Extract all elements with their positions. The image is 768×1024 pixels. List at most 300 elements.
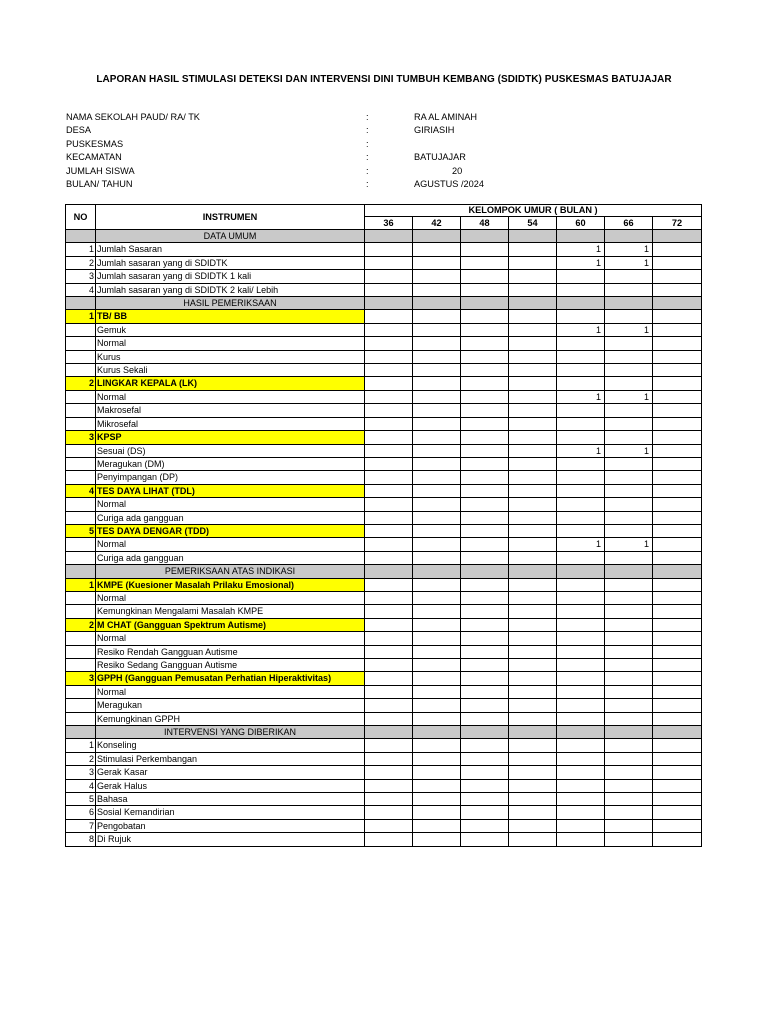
row-number <box>66 404 96 417</box>
value-cell <box>605 310 653 323</box>
value-cell <box>413 310 461 323</box>
row-number <box>66 605 96 618</box>
value-cell <box>509 672 557 685</box>
band-cell <box>365 297 413 310</box>
table-row <box>66 417 702 430</box>
value-cell <box>557 591 605 604</box>
band-cell <box>461 565 509 578</box>
value-cell <box>413 511 461 524</box>
value-cell <box>365 431 413 444</box>
band-cell <box>461 297 509 310</box>
value-cell <box>653 350 702 363</box>
value-cell <box>653 323 702 336</box>
row-label: Sesuai (DS) <box>96 444 365 457</box>
value-cell <box>461 645 509 658</box>
row-label: Mikrosefal <box>96 417 365 430</box>
value-cell <box>557 605 605 618</box>
info-label: NAMA SEKOLAH PAUD/ RA/ TK <box>66 112 200 122</box>
row-label: Kemungkinan Mengalami Masalah KMPE <box>96 605 365 618</box>
value-cell <box>509 752 557 765</box>
info-value: 20 <box>452 165 463 176</box>
value-cell <box>413 471 461 484</box>
value-cell <box>413 457 461 470</box>
section-band-label: PEMERIKSAAN ATAS INDIKASI <box>96 565 365 578</box>
value-cell <box>365 524 413 537</box>
row-number <box>66 471 96 484</box>
value-cell <box>557 699 605 712</box>
value-cell <box>461 337 509 350</box>
value-cell <box>509 578 557 591</box>
value-cell <box>557 524 605 537</box>
table-row <box>66 793 702 806</box>
value-cell <box>653 377 702 390</box>
value-cell <box>653 605 702 618</box>
table-row <box>66 243 702 256</box>
value-cell <box>509 685 557 698</box>
row-label: Bahasa <box>96 793 365 806</box>
col-header-age: 48 <box>461 217 509 230</box>
info-row <box>66 165 706 178</box>
value-cell <box>605 484 653 497</box>
value-cell <box>557 833 605 846</box>
value-cell <box>365 283 413 296</box>
value-cell <box>653 685 702 698</box>
table-row <box>66 337 702 350</box>
table-row <box>66 685 702 698</box>
value-cell <box>365 699 413 712</box>
info-label: BULAN/ TAHUN <box>66 178 133 189</box>
value-cell <box>653 484 702 497</box>
value-cell <box>461 471 509 484</box>
value-cell <box>509 364 557 377</box>
category-label: TES DAYA LIHAT (TDL) <box>96 484 365 497</box>
row-label: Jumlah sasaran yang di SDIDTK <box>96 256 365 269</box>
table-row <box>66 551 702 564</box>
value-cell: 1 <box>605 538 653 551</box>
table-row <box>66 323 702 336</box>
row-label: Normal <box>96 632 365 645</box>
value-cell <box>605 712 653 725</box>
value-cell <box>365 511 413 524</box>
value-cell <box>365 685 413 698</box>
value-cell <box>365 659 413 672</box>
row-label: Konseling <box>96 739 365 752</box>
band-cell <box>413 565 461 578</box>
value-cell <box>557 766 605 779</box>
value-cell <box>509 350 557 363</box>
value-cell <box>605 766 653 779</box>
value-cell <box>653 256 702 269</box>
table-row <box>66 256 702 269</box>
table-row <box>66 739 702 752</box>
table-row <box>66 471 702 484</box>
value-cell <box>461 712 509 725</box>
value-cell <box>605 806 653 819</box>
band-no-cell <box>66 297 96 310</box>
row-number <box>66 417 96 430</box>
row-label: Normal <box>96 390 365 403</box>
value-cell <box>365 404 413 417</box>
row-label: Di Rujuk <box>96 833 365 846</box>
value-cell <box>413 618 461 631</box>
value-cell <box>509 632 557 645</box>
info-value: BATUJAJAR <box>414 152 466 163</box>
info-value: AGUSTUS /2024 <box>414 178 484 189</box>
table-row <box>66 779 702 792</box>
row-label: Normal <box>96 337 365 350</box>
value-cell <box>653 819 702 832</box>
value-cell <box>605 819 653 832</box>
col-header-age: 66 <box>605 217 653 230</box>
value-cell <box>365 551 413 564</box>
info-row <box>66 111 706 124</box>
info-colon: : <box>366 112 369 122</box>
value-cell <box>557 498 605 511</box>
info-colon: : <box>366 152 369 163</box>
row-label: Kemungkinan GPPH <box>96 712 365 725</box>
band-cell <box>413 230 461 243</box>
value-cell <box>509 618 557 631</box>
value-cell <box>365 323 413 336</box>
value-cell <box>461 431 509 444</box>
value-cell <box>461 578 509 591</box>
value-cell <box>653 712 702 725</box>
table-row <box>66 645 702 658</box>
value-cell <box>413 699 461 712</box>
value-cell <box>509 766 557 779</box>
value-cell <box>557 310 605 323</box>
value-cell <box>365 645 413 658</box>
category-label: TB/ BB <box>96 310 365 323</box>
value-cell <box>461 364 509 377</box>
value-cell <box>653 806 702 819</box>
value-cell <box>509 551 557 564</box>
report-table <box>65 204 702 847</box>
value-cell <box>365 457 413 470</box>
value-cell <box>653 431 702 444</box>
value-cell <box>605 524 653 537</box>
row-number: 4 <box>66 283 96 296</box>
table-row <box>66 390 702 403</box>
info-label: DESA <box>66 125 92 136</box>
category-label: LINGKAR KEPALA (LK) <box>96 377 365 390</box>
value-cell <box>653 498 702 511</box>
page-title: LAPORAN HASIL STIMULASI DETEKSI DAN INTERVENSI DINI TUMBUH KEMBANG (SDIDTK) PUSKESMAS BATUJAJAR <box>96 74 672 85</box>
value-cell <box>461 699 509 712</box>
value-cell <box>605 739 653 752</box>
value-cell <box>461 377 509 390</box>
value-cell <box>605 364 653 377</box>
value-cell <box>557 659 605 672</box>
value-cell <box>461 310 509 323</box>
band-no-cell <box>66 726 96 739</box>
table-row <box>66 766 702 779</box>
row-label: Gemuk <box>96 323 365 336</box>
value-cell <box>461 605 509 618</box>
value-cell <box>461 457 509 470</box>
value-cell <box>365 417 413 430</box>
info-row <box>66 151 706 164</box>
value-cell <box>653 524 702 537</box>
value-cell <box>509 806 557 819</box>
value-cell <box>413 323 461 336</box>
value-cell <box>653 632 702 645</box>
value-cell <box>509 323 557 336</box>
value-cell <box>461 833 509 846</box>
value-cell <box>365 538 413 551</box>
value-cell <box>605 685 653 698</box>
row-label: Curiga ada gangguan <box>96 511 365 524</box>
value-cell <box>365 712 413 725</box>
value-cell <box>605 283 653 296</box>
value-cell <box>653 766 702 779</box>
table-row <box>66 591 702 604</box>
row-number <box>66 551 96 564</box>
row-number <box>66 337 96 350</box>
row-number: 5 <box>66 524 96 537</box>
band-no-cell <box>66 230 96 243</box>
section-band-row <box>66 230 702 243</box>
category-label: KMPE (Kuesioner Masalah Prilaku Emosional) <box>96 578 365 591</box>
value-cell <box>365 833 413 846</box>
value-cell <box>413 337 461 350</box>
value-cell <box>365 793 413 806</box>
value-cell <box>605 578 653 591</box>
value-cell <box>605 350 653 363</box>
value-cell <box>461 524 509 537</box>
value-cell <box>413 806 461 819</box>
value-cell <box>557 551 605 564</box>
row-number: 1 <box>66 243 96 256</box>
value-cell <box>365 605 413 618</box>
value-cell <box>605 699 653 712</box>
value-cell <box>653 618 702 631</box>
band-cell <box>509 230 557 243</box>
info-colon: : <box>366 165 369 176</box>
table-row <box>66 270 702 283</box>
value-cell <box>461 417 509 430</box>
value-cell <box>461 685 509 698</box>
value-cell <box>557 270 605 283</box>
value-cell <box>413 833 461 846</box>
info-colon: : <box>366 138 369 149</box>
info-value: GIRIASIH <box>414 125 455 136</box>
value-cell <box>605 618 653 631</box>
value-cell <box>557 484 605 497</box>
row-label: Resiko Sedang Gangguan Autisme <box>96 659 365 672</box>
value-cell <box>413 632 461 645</box>
value-cell <box>461 672 509 685</box>
row-number <box>66 685 96 698</box>
row-label: Normal <box>96 685 365 698</box>
row-label: Penyimpangan (DP) <box>96 471 365 484</box>
value-cell <box>413 605 461 618</box>
category-row <box>66 484 702 497</box>
value-cell <box>509 699 557 712</box>
value-cell <box>365 364 413 377</box>
value-cell <box>365 806 413 819</box>
row-number: 3 <box>66 672 96 685</box>
category-row <box>66 431 702 444</box>
row-label: Normal <box>96 591 365 604</box>
row-label: Kurus <box>96 350 365 363</box>
value-cell <box>605 793 653 806</box>
value-cell <box>605 551 653 564</box>
row-number <box>66 591 96 604</box>
value-cell <box>461 498 509 511</box>
value-cell <box>605 672 653 685</box>
value-cell <box>413 364 461 377</box>
band-cell <box>557 565 605 578</box>
section-band-row <box>66 297 702 310</box>
table-row <box>66 806 702 819</box>
row-number: 8 <box>66 833 96 846</box>
row-number: 3 <box>66 431 96 444</box>
value-cell <box>461 538 509 551</box>
value-cell <box>461 632 509 645</box>
value-cell <box>365 498 413 511</box>
value-cell <box>461 243 509 256</box>
row-number: 4 <box>66 779 96 792</box>
value-cell <box>365 310 413 323</box>
band-cell <box>365 565 413 578</box>
value-cell <box>509 417 557 430</box>
row-label: Gerak Kasar <box>96 766 365 779</box>
value-cell <box>461 323 509 336</box>
value-cell <box>653 337 702 350</box>
value-cell: 1 <box>605 256 653 269</box>
value-cell <box>653 752 702 765</box>
row-label: Gerak Halus <box>96 779 365 792</box>
value-cell <box>365 591 413 604</box>
value-cell <box>413 685 461 698</box>
info-colon: : <box>366 125 369 136</box>
band-cell <box>557 230 605 243</box>
value-cell <box>653 538 702 551</box>
row-number <box>66 444 96 457</box>
row-number <box>66 712 96 725</box>
value-cell <box>461 484 509 497</box>
value-cell <box>509 390 557 403</box>
value-cell <box>413 444 461 457</box>
table-row <box>66 699 702 712</box>
value-cell <box>365 752 413 765</box>
header-row-top <box>66 205 702 217</box>
value-cell <box>605 377 653 390</box>
row-label: Kurus Sekali <box>96 364 365 377</box>
value-cell <box>413 390 461 403</box>
value-cell <box>365 390 413 403</box>
value-cell <box>557 364 605 377</box>
table-row <box>66 283 702 296</box>
band-no-cell <box>66 565 96 578</box>
section-band-row <box>66 726 702 739</box>
row-label: Jumlah sasaran yang di SDIDTK 2 kali/ Lebih <box>96 283 365 296</box>
value-cell <box>653 283 702 296</box>
value-cell <box>653 457 702 470</box>
col-header-age: 42 <box>413 217 461 230</box>
band-cell <box>461 230 509 243</box>
band-cell <box>605 565 653 578</box>
info-label: KECAMATAN <box>66 152 122 163</box>
value-cell <box>557 337 605 350</box>
value-cell <box>461 350 509 363</box>
value-cell <box>557 431 605 444</box>
row-label: Resiko Rendah Gangguan Autisme <box>96 645 365 658</box>
row-number <box>66 364 96 377</box>
value-cell <box>365 444 413 457</box>
value-cell <box>557 417 605 430</box>
value-cell <box>653 243 702 256</box>
row-number <box>66 659 96 672</box>
value-cell <box>509 498 557 511</box>
col-header-no: NO <box>66 205 96 230</box>
value-cell <box>509 645 557 658</box>
category-label: TES DAYA DENGAR (TDD) <box>96 524 365 537</box>
band-cell <box>653 726 702 739</box>
value-cell <box>605 431 653 444</box>
value-cell <box>509 591 557 604</box>
band-cell <box>605 230 653 243</box>
value-cell <box>605 417 653 430</box>
table-row <box>66 364 702 377</box>
value-cell <box>413 712 461 725</box>
value-cell <box>557 511 605 524</box>
category-row <box>66 672 702 685</box>
category-row <box>66 578 702 591</box>
value-cell <box>509 779 557 792</box>
category-label: GPPH (Gangguan Pemusatan Perhatian Hiperaktivitas) <box>96 672 365 685</box>
value-cell <box>509 457 557 470</box>
table-row <box>66 819 702 832</box>
row-number: 1 <box>66 739 96 752</box>
value-cell <box>509 337 557 350</box>
value-cell <box>557 779 605 792</box>
value-cell <box>413 779 461 792</box>
col-header-age-group: KELOMPOK UMUR ( BULAN ) <box>365 205 702 217</box>
value-cell <box>461 256 509 269</box>
value-cell <box>653 511 702 524</box>
value-cell <box>509 283 557 296</box>
value-cell: 1 <box>605 444 653 457</box>
table-row <box>66 632 702 645</box>
value-cell <box>605 833 653 846</box>
value-cell <box>653 444 702 457</box>
table-row <box>66 350 702 363</box>
value-cell <box>653 270 702 283</box>
value-cell <box>509 431 557 444</box>
value-cell <box>413 417 461 430</box>
value-cell <box>413 524 461 537</box>
row-number: 1 <box>66 578 96 591</box>
row-number <box>66 390 96 403</box>
info-colon: : <box>366 178 369 189</box>
value-cell <box>509 511 557 524</box>
row-number: 6 <box>66 806 96 819</box>
value-cell <box>413 538 461 551</box>
band-cell <box>509 726 557 739</box>
value-cell <box>413 578 461 591</box>
value-cell <box>557 457 605 470</box>
value-cell <box>605 511 653 524</box>
value-cell <box>653 591 702 604</box>
value-cell <box>461 806 509 819</box>
value-cell <box>365 377 413 390</box>
band-cell <box>413 297 461 310</box>
value-cell <box>557 739 605 752</box>
band-cell <box>365 726 413 739</box>
info-label: PUSKESMAS <box>66 138 124 149</box>
